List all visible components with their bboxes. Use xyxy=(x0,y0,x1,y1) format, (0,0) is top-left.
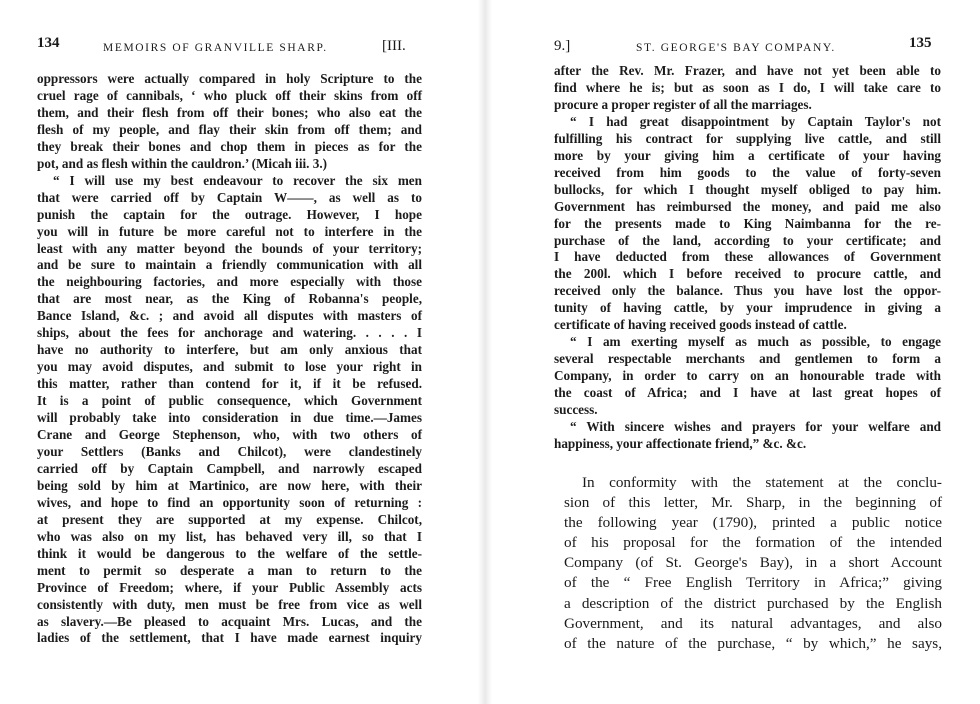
text-line: Company, in order to carry on an honourable trade with xyxy=(554,368,941,384)
text-line: the coast of Africa; and I have at last great hopes of xyxy=(554,385,941,401)
text-line: will probably take into consideration in due time.—James xyxy=(37,410,422,426)
text-line: “ I am exerting myself as much as possible, to engage xyxy=(570,334,941,350)
text-line: “ I will use my best endeavour to recover the six men xyxy=(53,172,422,188)
text-line: ment to permit so desperate a man to return to the xyxy=(37,562,422,578)
text-line: find where he is; but as soon as I do, I will take care to xyxy=(554,79,941,95)
text-line: “ With sincere wishes and prayers for your welfare and xyxy=(570,419,941,435)
text-line: “ I had great disappointment by Captain Taylor's not xyxy=(570,113,941,129)
text-line: certificate of having received goods instead of cattle. xyxy=(554,317,847,333)
text-line: tunity of having cattle, by your imprudence in giving a xyxy=(554,300,941,316)
text-line: success. xyxy=(554,402,598,418)
page-body xyxy=(37,71,422,647)
text-line: the following year (1790), printed a public notice xyxy=(564,514,942,532)
running-title: ST. GEORGE'S BAY COMPANY. xyxy=(636,42,836,54)
letter-body xyxy=(554,63,941,453)
text-line: them, and their flesh from off their bones; who also eat the xyxy=(37,104,422,120)
text-line: received only the balance. Thus you have lost the oppor- xyxy=(554,283,941,299)
running-title: MEMOIRS OF GRANVILLE SHARP. xyxy=(103,42,328,54)
text-line: procure a proper register of all the marriages. xyxy=(554,96,812,112)
text-line: at present they are supported at my expense. Chilcot, xyxy=(37,511,422,527)
text-line: for the presents made to King Naimbanna for the re- xyxy=(554,215,941,231)
text-line: carried off by Captain Campbell, and narrowly escaped xyxy=(37,460,422,476)
text-line: ships, about the fees for anchorage and watering. . . . . I xyxy=(37,325,422,341)
text-line: think it would be dangerous to the welfare of the settle- xyxy=(37,545,422,561)
text-line: fulfilling his contract for supplying live cattle, and still xyxy=(554,130,941,146)
text-line: flesh of my people, and flay their skin from off them; and xyxy=(37,121,422,137)
text-line: pot, and as flesh within the cauldron.’ (Micah iii. 3.) xyxy=(37,155,328,171)
text-line: as slavery.—Be pleased to acquaint Mrs. Lucas, and the xyxy=(37,613,422,629)
text-line: consistently with duty, men must be free from vice as well xyxy=(37,596,422,612)
text-line: after the Rev. Mr. Frazer, and have not yet been able to xyxy=(554,63,941,78)
text-line: purchase of the land, according to your certificate; and xyxy=(554,232,941,248)
page-number: 134 xyxy=(37,35,60,51)
text-line: of the nature of the purchase, “ by which,” he says, xyxy=(564,634,942,652)
text-line: you will in future be more careful not to interfere in the xyxy=(37,223,422,239)
left-page xyxy=(0,0,480,704)
text-line: It is a point of public consequence, which Government xyxy=(37,393,422,409)
text-line: who was also on my list, has behaved very ill, so that I xyxy=(37,528,422,544)
text-line: I have deducted from these allowances of Government xyxy=(554,249,941,265)
text-line: least with any matter beyond the bounds of your territory; xyxy=(37,240,422,256)
text-line: that are most near, as the King of Robanna's people, xyxy=(37,291,422,307)
text-line: more by your giving him a certificate of your having xyxy=(554,147,941,163)
text-line: of the “ Free English Territory in Africa;” giving xyxy=(564,574,942,592)
text-line: ladies of the settlement, that I have made earnest inquiry xyxy=(37,630,422,646)
text-line: they break their bones and chop them in pieces as for the xyxy=(37,138,422,154)
text-line: several respectable merchants and gentlemen to form a xyxy=(554,351,941,367)
text-line: you may avoid disputes, and submit to lose your right in xyxy=(37,359,422,375)
text-line: In conformity with the statement at the conclu- xyxy=(582,474,942,491)
page-number: 135 xyxy=(909,35,932,51)
text-line: Company (of St. George's Bay), in a short Account xyxy=(564,554,942,572)
text-line: Bance Island, &c. ; and avoid all disputes with masters of xyxy=(37,308,422,324)
text-line: and be sure to maintain a friendly communication with all xyxy=(37,257,422,273)
text-line: your Settlers (Banks and Chilcot), were clandestinely xyxy=(37,443,422,459)
text-line: a description of the district purchased by the English xyxy=(564,594,942,612)
text-line: the neighbouring factories, and more especially with those xyxy=(37,274,422,290)
text-line: received from him goods to the value of forty-seven xyxy=(554,164,941,180)
text-line: this matter, rather than contend for it, if it be refused. xyxy=(37,376,422,392)
text-line: punish the captain for the outrage. However, I hope xyxy=(37,206,422,222)
section-marker: [III. xyxy=(382,38,406,54)
text-line: Government, and its natural advantages, and also xyxy=(564,614,942,632)
section-marker: 9.] xyxy=(554,38,571,54)
text-line: Province of Freedom; where, if your Public Assembly acts xyxy=(37,579,422,595)
text-line: being sold by him at Martinico, are now here, with their xyxy=(37,477,422,493)
narrative-paragraph xyxy=(564,473,942,654)
text-line: oppressors were actually compared in holy Scripture to the xyxy=(37,71,422,86)
text-line: the 200l. which I before received to procure cattle, and xyxy=(554,266,941,282)
text-line: that were carried off by Captain W——, as well as to xyxy=(37,189,422,205)
text-line: bullocks, for which I thought myself obliged to pay him. xyxy=(554,181,941,197)
text-line: Government has reimbursed the money, and paid me also xyxy=(554,198,941,214)
text-line: Crane and George Stephenson, who, with two others of xyxy=(37,427,422,443)
text-line: happiness, your affectionate friend,” &c. &c. xyxy=(554,435,807,451)
right-page xyxy=(490,0,980,704)
text-line: of his proposal for the formation of the intended xyxy=(564,534,942,552)
text-line: wives, and hope to find an opportunity soon of returning : xyxy=(37,494,422,510)
text-line: sion of this letter, Mr. Sharp, in the beginning of xyxy=(564,494,942,512)
text-line: have no authority to interfere, but am only anxious that xyxy=(37,342,422,358)
text-line: cruel rage of cannibals, ‘ who pluck off their skins from off xyxy=(37,87,422,103)
